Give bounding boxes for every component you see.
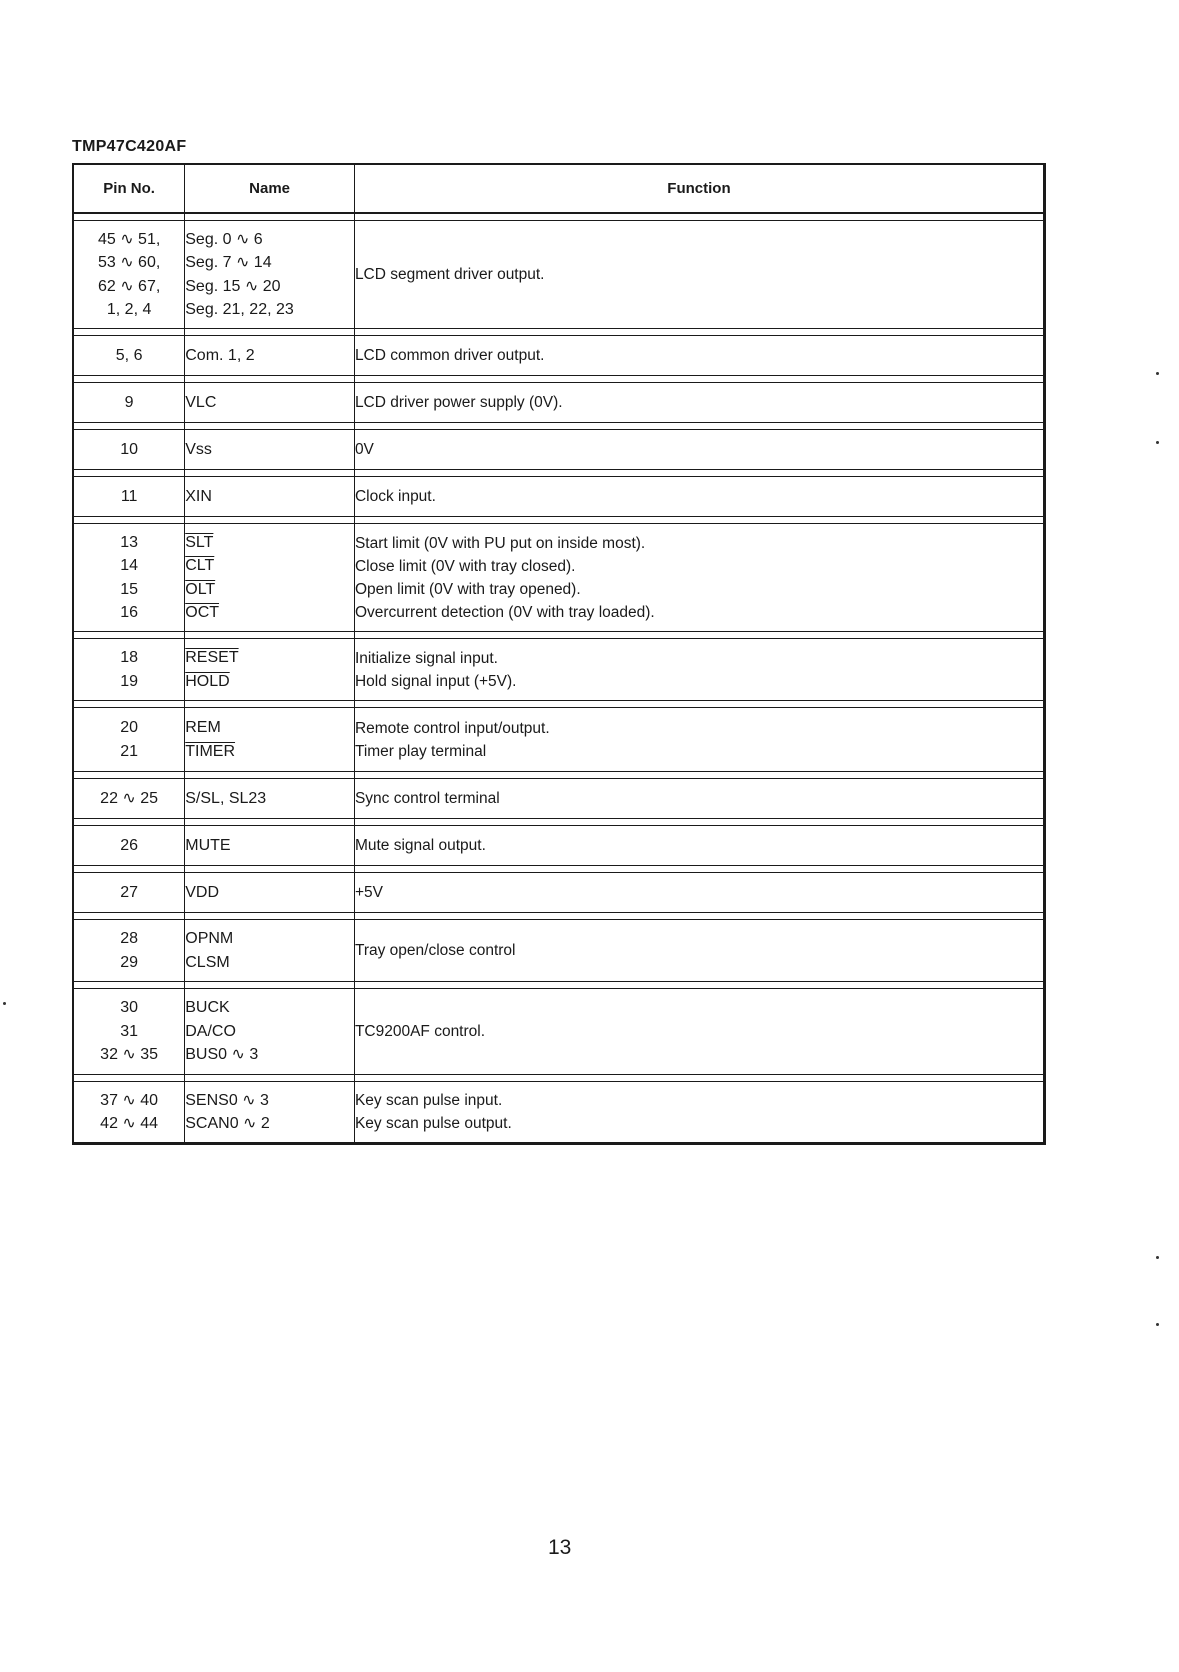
table-row-vdd xyxy=(73,873,1045,913)
table-spacer xyxy=(73,819,1045,826)
function-cell xyxy=(354,430,1044,470)
pin-value: 20 xyxy=(120,719,139,736)
table-row-xin xyxy=(73,477,1045,517)
pin-name: BUCK xyxy=(185,999,230,1017)
function-cell xyxy=(354,873,1044,913)
scan-speck xyxy=(3,1002,6,1005)
pin-name: TIMER xyxy=(185,742,236,760)
name-cell xyxy=(185,826,355,866)
table-spacer xyxy=(73,517,1045,524)
header-function: Function xyxy=(354,164,1044,213)
pin-cell xyxy=(73,708,185,772)
pin-name: SCAN0 ∿ 2 xyxy=(185,1115,270,1132)
pin-name: BUS0 ∿ 3 xyxy=(185,1046,259,1064)
function-text: Tray open/close control xyxy=(354,942,516,959)
table-row-mute xyxy=(73,826,1045,866)
pin-cell xyxy=(73,920,185,982)
function-cell xyxy=(354,477,1044,517)
table-spacer xyxy=(73,982,1045,989)
function-text: Sync control terminal xyxy=(354,790,500,807)
pin-value: 27 xyxy=(120,883,139,901)
pin-value: 28 xyxy=(120,930,139,947)
name-cell xyxy=(185,1082,355,1144)
pin-cell xyxy=(73,1082,185,1144)
table-header-row xyxy=(73,164,1045,213)
pin-cell xyxy=(73,383,185,423)
function-text: Open limit (0V with tray opened). xyxy=(354,580,581,598)
table-row-rem-timer xyxy=(73,708,1045,772)
table-spacer xyxy=(73,866,1045,873)
pin-value: 30 xyxy=(120,999,139,1017)
function-text: Remote control input/output. xyxy=(354,719,550,737)
pin-name: SENS0 ∿ 3 xyxy=(185,1091,269,1109)
pin-cell xyxy=(73,779,185,819)
table-row-bus xyxy=(73,989,1045,1075)
function-text: Key scan pulse output. xyxy=(354,1115,512,1132)
pin-name: Seg. 15 ∿ 20 xyxy=(185,277,281,295)
pin-value: 5, 6 xyxy=(115,346,143,364)
pin-cell xyxy=(73,989,185,1075)
pin-value: 19 xyxy=(120,672,139,690)
header-name: Name xyxy=(185,164,355,213)
table-row-reset-hold xyxy=(73,639,1045,701)
function-text: Start limit (0V with PU put on inside most). xyxy=(354,534,646,552)
function-cell xyxy=(354,524,1044,632)
pin-value: 22 ∿ 25 xyxy=(100,789,159,807)
pin-value: 42 ∿ 44 xyxy=(100,1115,159,1132)
function-text: Timer play terminal xyxy=(354,742,487,760)
scan-speck xyxy=(1156,1256,1159,1259)
pin-name: $\overline{CLT}$ xyxy=(185,557,215,574)
table-row-sync xyxy=(73,779,1045,819)
function-text: Mute signal output. xyxy=(354,837,486,854)
function-text: Close limit (0V with tray closed). xyxy=(354,557,576,575)
table-spacer xyxy=(73,376,1045,383)
pin-value: 26 xyxy=(120,836,139,854)
pin-value: 53 ∿ 60, xyxy=(97,254,161,271)
table-row-key-scan xyxy=(73,1082,1045,1144)
pin-name: REM xyxy=(185,719,221,736)
pin-value: 18 xyxy=(120,649,139,666)
pin-value: 15 xyxy=(120,580,139,598)
pin-value: 10 xyxy=(120,440,139,458)
pin-name: VLC xyxy=(185,393,217,411)
pin-name: HOLD xyxy=(185,672,230,690)
function-text: 0V xyxy=(354,441,374,458)
table-spacer xyxy=(73,632,1045,639)
pin-name: Vss xyxy=(185,440,212,458)
pin-name: VDD xyxy=(185,883,220,901)
function-text: Clock input. xyxy=(354,488,436,505)
function-cell xyxy=(354,639,1044,701)
pin-name: $\overline{OLT}$ xyxy=(185,580,216,598)
pin-value: 13 xyxy=(120,533,139,551)
pin-value: 45 ∿ 51, xyxy=(97,230,161,248)
pin-name: S/SL, SL23 xyxy=(185,789,267,807)
pin-name: Seg. 7 ∿ 14 xyxy=(185,254,272,271)
name-cell xyxy=(185,708,355,772)
pin-name: DA/CO xyxy=(185,1022,236,1040)
pin-value: 29 xyxy=(120,953,139,971)
name-cell xyxy=(185,477,355,517)
function-text: Hold signal input (+5V). xyxy=(354,672,517,690)
scan-speck xyxy=(1156,372,1159,375)
function-cell xyxy=(354,779,1044,819)
pin-cell xyxy=(73,826,185,866)
pin-value: 62 ∿ 67, xyxy=(97,277,161,295)
table-row-limits xyxy=(73,524,1045,632)
function-text: Key scan pulse input. xyxy=(354,1092,503,1109)
table-spacer xyxy=(73,470,1045,477)
pin-name: MUTE xyxy=(185,836,231,854)
table-spacer xyxy=(73,913,1045,920)
pin-function-table xyxy=(72,163,1046,1145)
pin-cell xyxy=(73,477,185,517)
function-cell xyxy=(354,708,1044,772)
pin-name: Seg. 21, 22, 23 xyxy=(185,301,294,318)
function-cell xyxy=(354,989,1044,1075)
table-spacer xyxy=(73,423,1045,430)
function-text: Initialize signal input. xyxy=(354,649,498,667)
function-cell xyxy=(354,920,1044,982)
function-text: LCD driver power supply (0V). xyxy=(354,394,563,411)
pin-name: XIN xyxy=(185,487,212,505)
function-text: Overcurrent detection (0V with tray loaded). xyxy=(354,603,655,621)
pin-cell xyxy=(73,336,185,376)
name-cell xyxy=(185,336,355,376)
pin-name: Com. 1, 2 xyxy=(185,346,255,364)
function-cell xyxy=(354,826,1044,866)
table-row-vlc xyxy=(73,383,1045,423)
name-cell xyxy=(185,524,355,632)
function-text: LCD segment driver output. xyxy=(354,266,545,283)
name-cell xyxy=(185,873,355,913)
name-cell xyxy=(185,383,355,423)
pin-cell xyxy=(73,639,185,701)
pin-cell xyxy=(73,524,185,632)
pin-value: 1, 2, 4 xyxy=(106,301,152,318)
pin-value: 11 xyxy=(120,487,138,505)
page-number: 13 xyxy=(548,1536,572,1559)
scan-speck xyxy=(1156,1323,1159,1326)
name-cell xyxy=(185,989,355,1075)
table-spacer xyxy=(73,1075,1045,1082)
scan-speck xyxy=(1156,441,1159,444)
table-spacer xyxy=(73,701,1045,708)
table-row-segments xyxy=(73,221,1045,329)
function-cell xyxy=(354,1082,1044,1144)
pin-cell xyxy=(73,430,185,470)
function-cell xyxy=(354,336,1044,376)
table-spacer xyxy=(73,329,1045,336)
pin-name: $\overline{SLT}$ xyxy=(185,533,214,551)
pin-value: 37 ∿ 40 xyxy=(100,1091,159,1109)
header-pin-no: Pin No. xyxy=(73,164,185,213)
pin-name: $\overline{OCT}$ xyxy=(185,604,220,621)
pin-value: 21 xyxy=(120,742,139,760)
name-cell xyxy=(185,639,355,701)
pin-cell xyxy=(73,873,185,913)
name-cell xyxy=(185,221,355,329)
pin-value: 31 xyxy=(120,1022,139,1040)
pin-name: OPNM xyxy=(185,930,234,947)
pin-value: 14 xyxy=(120,557,139,574)
pin-value: 16 xyxy=(120,604,139,621)
name-cell xyxy=(185,430,355,470)
name-cell xyxy=(185,779,355,819)
function-text: TC9200AF control. xyxy=(354,1023,486,1040)
document-title: TMP47C420AF xyxy=(72,138,187,155)
pin-name: RESET xyxy=(185,649,239,666)
table-row-vss xyxy=(73,430,1045,470)
function-cell xyxy=(354,221,1044,329)
pin-value: 32 ∿ 35 xyxy=(100,1046,159,1064)
table-row-tray xyxy=(73,920,1045,982)
pin-cell xyxy=(73,221,185,329)
function-cell xyxy=(354,383,1044,423)
pin-name: CLSM xyxy=(185,953,230,971)
table-row-com xyxy=(73,336,1045,376)
function-text: +5V xyxy=(354,884,383,901)
pin-value: 9 xyxy=(124,393,134,411)
table-spacer xyxy=(73,213,1045,221)
name-cell xyxy=(185,920,355,982)
pin-name: Seg. 0 ∿ 6 xyxy=(185,230,263,248)
table-spacer xyxy=(73,772,1045,779)
function-text: LCD common driver output. xyxy=(354,347,545,364)
